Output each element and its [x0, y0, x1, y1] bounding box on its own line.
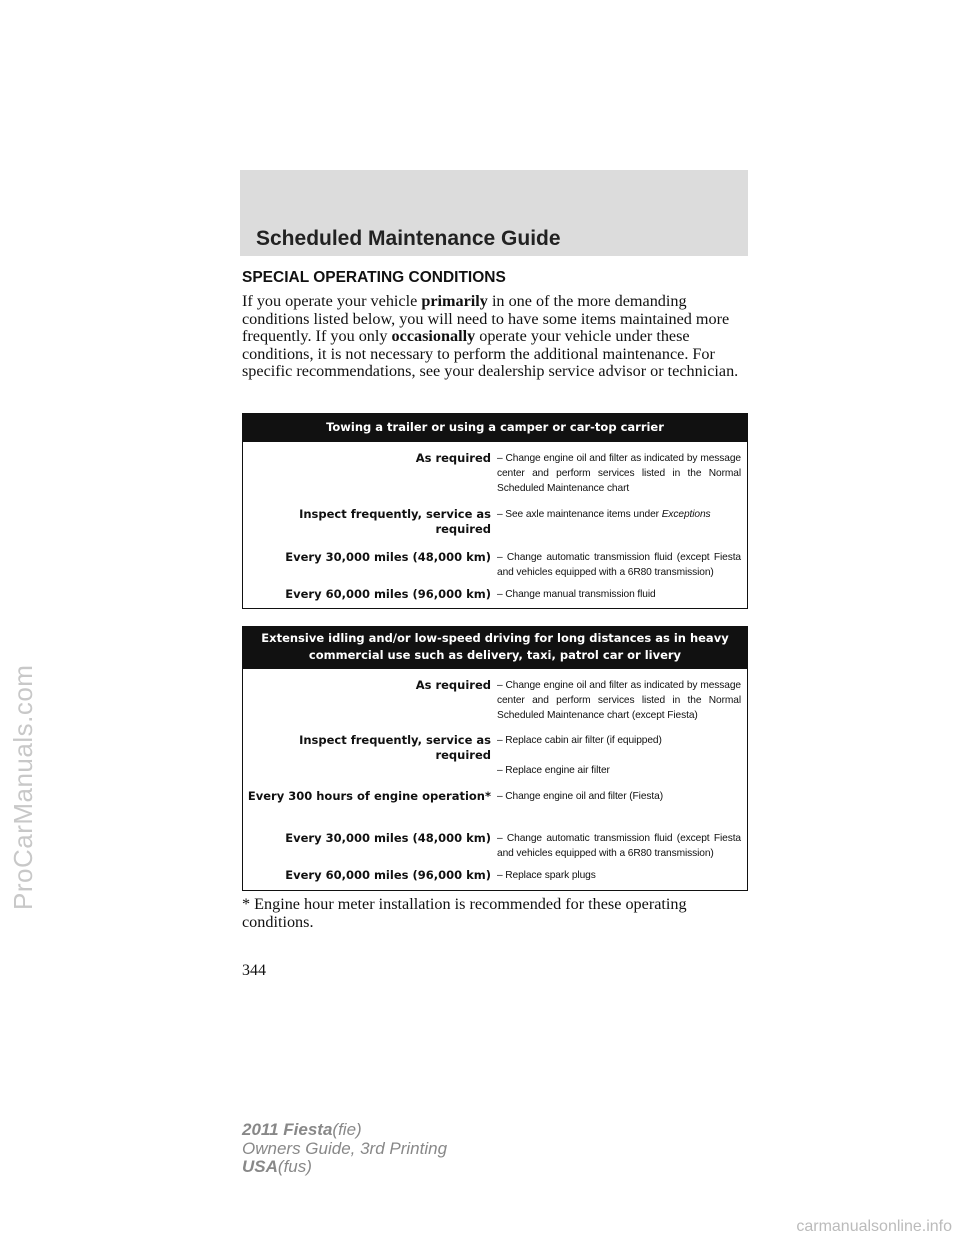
row-description [497, 733, 747, 783]
table-row [243, 497, 747, 543]
towing-table-title: Towing a trailer or using a camper or car-top carrier [243, 414, 747, 442]
row-label: Every 30,000 miles (48,000 km) [285, 550, 491, 564]
row-label: As required [415, 451, 491, 465]
exceptions-reference: Exceptions [661, 509, 711, 520]
page-number: 344 [242, 962, 266, 979]
towing-table [242, 413, 748, 609]
table-row [243, 442, 747, 497]
row-label: As required [415, 678, 491, 692]
header-band [240, 170, 748, 256]
row-description: – Change automatic transmission fluid (except Fiesta and vehicles equipped with a 6R80 transmission) [497, 833, 741, 859]
table-row [243, 826, 747, 865]
table-row [243, 865, 747, 890]
row-description: – See axle maintenance items under Exceptions [497, 509, 711, 520]
row-label: Inspect frequently, service as required [299, 733, 491, 762]
row-description: – Change manual transmission fluid [497, 589, 656, 600]
footnote: * Engine hour meter installation is recommended for these operating conditions. [242, 895, 687, 931]
row-label: Every 300 hours of engine operation* [247, 789, 491, 803]
section-heading: SPECIAL OPERATING CONDITIONS [242, 269, 506, 286]
table-row [243, 543, 747, 582]
row-description: – Change engine oil and filter as indicated by message center and perform services listed in the Normal Scheduled Maintenance chart [497, 453, 741, 494]
page-title: Scheduled Maintenance Guide [256, 227, 561, 250]
table-row [243, 582, 747, 608]
row-item: – Replace engine air filter [497, 765, 610, 776]
row-description: – Change automatic transmission fluid (except Fiesta and vehicles equipped with a 6R80 transmission) [497, 552, 741, 578]
side-watermark: ProCarManuals.com [8, 664, 38, 910]
row-label: Inspect frequently, service as required [299, 507, 491, 536]
row-description: – Change engine oil and filter (Fiesta) [497, 791, 663, 802]
row-label: Every 60,000 miles (96,000 km) [285, 587, 491, 601]
site-watermark: carmanualsonline.info [796, 1218, 952, 1235]
print-footer: 2011 Fiesta(fie) Owners Guide, 3rd Printing USA(fus) [242, 1120, 448, 1176]
intro-paragraph: If you operate your vehicle primarily in one of the more demanding conditions listed below, you will need to have some items maintained more frequently. If you only occasionally operate your vehicle under these conditions, it is not necessary to perform the additional maintenance. For specific recommendations, see your dealership service advisor or technician. [242, 292, 739, 381]
idling-table-title: Extensive idling and/or low-speed driving for long distances as in heavy commercial use such as delivery, taxi, patrol car or livery [243, 627, 747, 669]
table-row [243, 669, 747, 724]
row-label: Every 60,000 miles (96,000 km) [285, 868, 491, 882]
row-description: – Change engine oil and filter as indicated by message center and perform services listed in the Normal Scheduled Maintenance chart (except Fiesta) [497, 680, 741, 721]
table-row [243, 724, 747, 783]
table-row [243, 783, 747, 826]
row-item: – Replace cabin air filter (if equipped) [497, 735, 662, 746]
idling-table [242, 626, 748, 891]
row-description: – Replace spark plugs [497, 870, 596, 881]
emphasis-occasionally: occasionally [391, 327, 476, 346]
row-label: Every 30,000 miles (48,000 km) [285, 831, 491, 845]
emphasis-primarily: primarily [421, 292, 488, 310]
